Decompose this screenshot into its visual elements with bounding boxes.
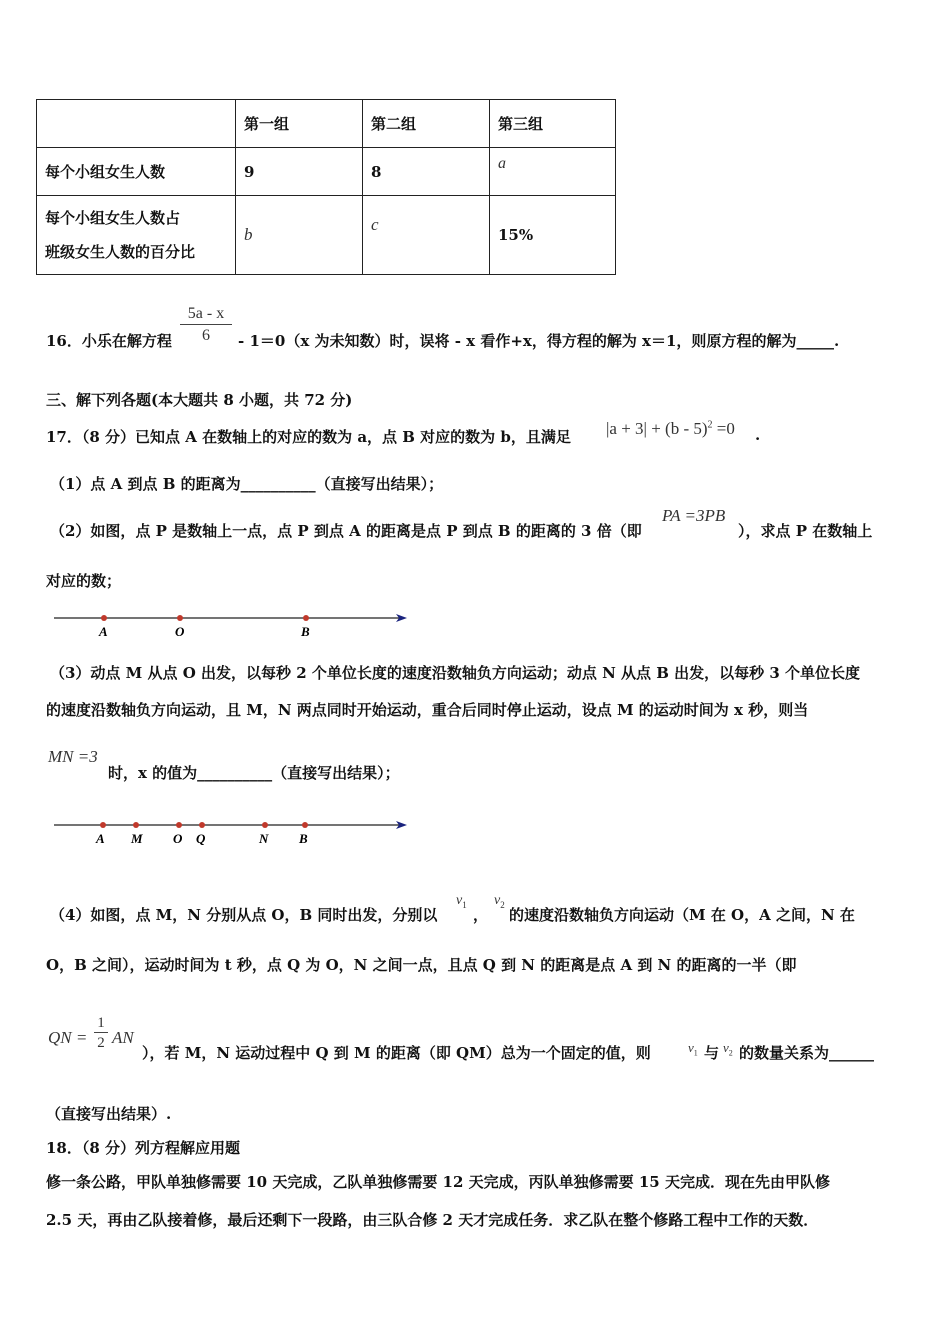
q17-part4-c: O，B 之间），运动时间为 t 秒，点 Q 为 O，N 之间一点，且点 Q 到 N 的距离是点 A 到 N 的距离的一半（即	[46, 956, 797, 974]
q17-v2	[494, 893, 505, 910]
q17-part4-d: ），若 M，N 运动过程中 Q 到 M 的距离（即 QM）总为一个固定的值，则	[142, 1044, 651, 1062]
q17-part2-math: PA =3PB	[662, 506, 726, 525]
q18-line2: 2.5 天，再由乙队接着修，最后还剩下一段路，由三队合修 2 天才完成任务．求乙队在整个修路工程中工作的天数．	[46, 1211, 819, 1229]
point-o	[176, 822, 182, 828]
number-line-1	[50, 606, 420, 642]
q17-part2-c: 对应的数；	[46, 572, 122, 590]
q16-number: 16．小乐在解方程	[46, 332, 172, 350]
q17-qn-fraction	[94, 1014, 108, 1053]
q17-part3-a: （3）动点 M 从点 O 出发，以每秒 2 个单位长度的速度沿数轴负方向运动；动点 N 从点 B 出发，以每秒 3 个单位长度	[50, 664, 861, 682]
label-q: Q	[196, 831, 206, 846]
q17-v2-b-letter: v	[723, 1040, 729, 1055]
q17-v1	[456, 893, 467, 910]
q17-v1-sub: 1	[462, 899, 467, 910]
q17-part4-f: （直接写出结果）.	[46, 1105, 172, 1123]
q17-condition	[606, 419, 735, 439]
point-a	[101, 615, 107, 621]
table-header-group3: 第三组	[490, 100, 616, 148]
q16-frac-num: 5a - x	[187, 305, 225, 322]
cell-percent-group2: c	[363, 196, 490, 275]
cell-girls-group2: 8	[363, 148, 490, 196]
q17-qn-left: QN =	[48, 1028, 88, 1047]
label-m: M	[131, 831, 143, 846]
q17-v1-b	[688, 1040, 698, 1058]
section3-title: 三、解下列各题(本大题共 8 小题，共 72 分)	[46, 391, 353, 409]
q17-part4-yu: 与	[704, 1044, 720, 1062]
q17-period: .	[755, 426, 761, 444]
table-header-group1: 第一组	[236, 100, 363, 148]
label-b: B	[301, 624, 310, 639]
table-header-empty	[37, 100, 236, 148]
label-n: N	[259, 831, 269, 846]
point-b	[302, 822, 308, 828]
q17-part2-b: ），求点 P 在数轴上	[738, 522, 873, 540]
point-o	[177, 615, 183, 621]
q17-v2-sub: 2	[500, 899, 505, 910]
cell-girls-group1: 9	[236, 148, 363, 196]
q17-v1-b-sub: 1	[693, 1048, 698, 1058]
point-n	[262, 822, 268, 828]
q17-v1-b-letter: v	[688, 1040, 694, 1055]
number-line-2	[50, 813, 420, 849]
q17-qn-den: 2	[94, 1032, 108, 1053]
q17-part3-math: MN =3	[48, 747, 98, 766]
q17-part1: （1）点 A 到点 B 的距离为__________（直接写出结果）；	[50, 475, 444, 493]
q17-comma: ，	[473, 906, 489, 924]
cell-percent-group1: b	[236, 196, 363, 275]
q17-v1-letter: v	[456, 893, 463, 908]
label-a: A	[96, 831, 105, 846]
point-b	[303, 615, 309, 621]
q17-v2-letter: v	[494, 893, 501, 908]
q17-intro: 17．（8 分）已知点 A 在数轴上的对应的数为 a，点 B 对应的数为 b，且满足	[46, 428, 571, 446]
label-b: B	[299, 831, 308, 846]
q17-qn-num: 1	[97, 1015, 105, 1031]
label-a: A	[99, 624, 108, 639]
row-label-percent-line2: 班级女生人数的百分比	[45, 243, 196, 261]
q17-condition-exp: 2	[707, 419, 713, 431]
point-a	[100, 822, 106, 828]
q16-fraction	[180, 304, 232, 347]
q17-v2-b	[723, 1040, 733, 1058]
q17-part4-b: 的速度沿数轴负方向运动（M 在 O，A 之间，N 在	[509, 906, 855, 924]
q17-part4-e: 的数量关系为______	[739, 1044, 875, 1062]
label-o: O	[175, 624, 185, 639]
q16-rest: - 1＝0（x 为未知数）时，误将 - x 看作+x，得方程的解为 x＝1，则原方程的解为_____.	[238, 332, 840, 350]
row-label-percent-line1: 每个小组女生人数占	[45, 209, 181, 227]
q17-condition-end: =0	[716, 419, 735, 438]
point-m	[133, 822, 139, 828]
q17-part4-a: （4）如图，点 M，N 分别从点 O，B 同时出发，分别以	[50, 906, 438, 924]
q17-part2-a: （2）如图，点 P 是数轴上一点，点 P 到点 A 的距离是点 P 到点 B 的距离的 3 倍（即	[50, 522, 642, 540]
point-q	[199, 822, 205, 828]
table-header-group2: 第二组	[363, 100, 490, 148]
q18-title: 18．（8 分）列方程解应用题	[46, 1139, 241, 1157]
cell-percent-group3: 15%	[490, 196, 616, 275]
row-label-girls: 每个小组女生人数	[37, 148, 236, 196]
q18-line1: 修一条公路，甲队单独修需要 10 天完成，乙队单独修需要 12 天完成，丙队单独修需要 15 天完成．现在先由甲队修	[46, 1173, 830, 1191]
q17-v2-b-sub: 2	[728, 1048, 733, 1058]
cell-girls-group3: a	[490, 148, 616, 196]
q17-part3-b: 的速度沿数轴负方向运动，且 M，N 两点同时开始运动，重合后同时停止运动，设点 M 的运动时间为 x 秒，则当	[46, 701, 809, 719]
q17-qn-right: AN	[112, 1028, 134, 1047]
row-label-percent	[37, 196, 236, 275]
q16-frac-den: 6	[180, 324, 232, 347]
label-o: O	[173, 831, 183, 846]
q17-condition-expr: |a + 3| + (b - 5)	[606, 419, 708, 438]
q17-part3-c: 时，x 的值为__________（直接写出结果）；	[108, 764, 400, 782]
group-table	[36, 99, 616, 275]
